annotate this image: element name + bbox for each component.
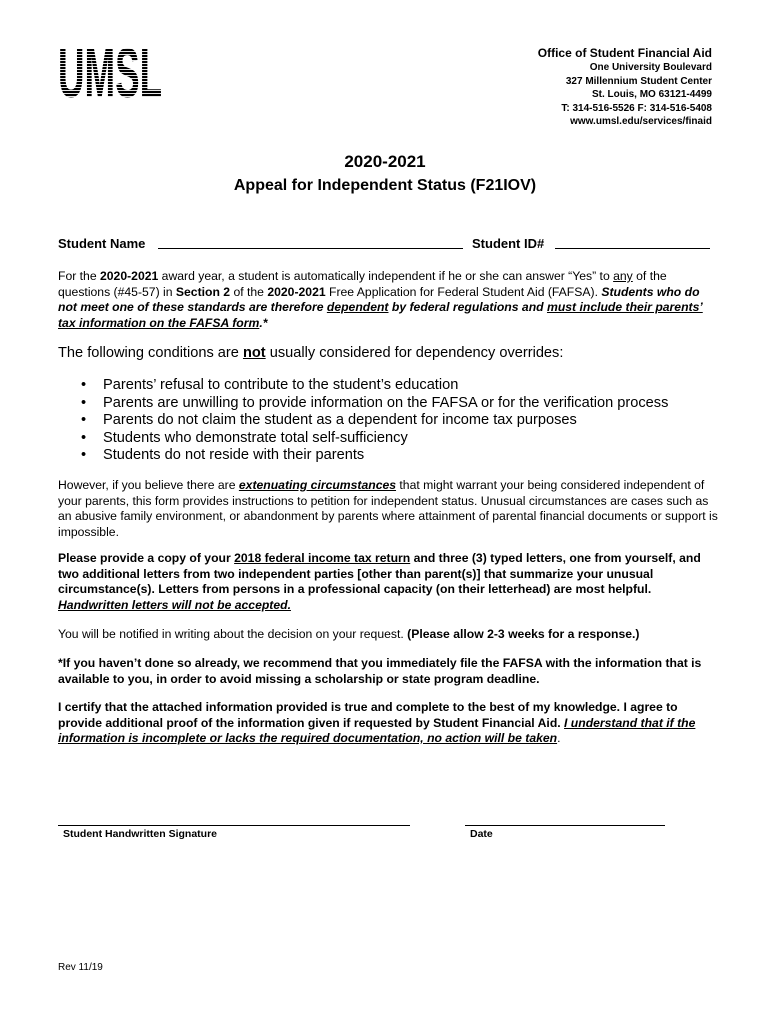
website-line: www.umsl.edu/services/finaid (570, 116, 712, 127)
revision-label: Rev 11/19 (58, 962, 103, 973)
signature-label: Student Handwritten Signature (63, 828, 218, 840)
office-address-block (538, 46, 712, 129)
student-name-label: Student Name (58, 236, 146, 251)
list-item: • Parents’ refusal to contribute to the student’s education (103, 377, 668, 395)
date-label: Date (470, 828, 493, 840)
student-name-line[interactable] (158, 234, 463, 249)
conditions-intro: The following conditions are not usually considered for dependency overrides: (58, 345, 564, 361)
notification-paragraph: You will be notified in writing about the decision on your request. (Please allow 2-3 weeks for a response.) (58, 627, 640, 641)
intro-paragraph: For the 2020-2021 award year, a student is automatically independent if he or she can answer “Yes” to any of the questions (#45-57) in Section 2 of the 2020-2021 Free Application for Federal Student Aid (FAFSA). Students who do not meet one of these standards are therefore dependent by federal regulations and must include their parents’ tax information on the FAFSA form.* (58, 269, 703, 330)
however-paragraph: However, if you believe there are extenuating circumstances that might warrant your being considered independent of your parents, this form provides instructions to petition for independent status. Unusual circumstances are cases such as an abusive family environment, or abandonment by parents where attainment of parental financial documents or support is impossible. (58, 478, 718, 539)
form-title: Appeal for Independent Status (F21IOV) (233, 177, 537, 194)
list-item: • Students do not reside with their parents (103, 447, 668, 465)
list-item: • Parents are unwilling to provide information on the FAFSA or for the verification process (103, 395, 668, 413)
address-line: 327 Millennium Student Center (565, 75, 712, 87)
list-item: • Students who demonstrate total self-sufficiency (103, 430, 668, 448)
student-id-label: Student ID# (472, 236, 545, 251)
address-line: One University Boulevard (589, 62, 712, 73)
date-line[interactable] (465, 825, 665, 826)
address-line: St. Louis, MO 63121-4499 (591, 89, 712, 100)
office-title: Office of Student Financial Aid (537, 46, 712, 60)
student-id-line[interactable] (555, 234, 710, 249)
signature-line[interactable] (58, 825, 410, 826)
conditions-list (58, 377, 668, 465)
documents-paragraph: Please provide a copy of your 2018 federal income tax return and three (3) typed letters, one from yourself, and two additional letters from two independent parties [other than parent(s)] that summarize your unusual circumstance(s). Letters from persons in a professional capacity (on their letterhead) are most helpful. Handwritten letters will not be accepted. (58, 551, 701, 612)
logo-text: UMSL (58, 34, 162, 112)
list-item: • Parents do not claim the student as a dependent for income tax purposes (103, 412, 668, 430)
phone-line: T: 314-516-5526 F: 314-516-5408 (561, 102, 712, 114)
certification-paragraph: I certify that the attached information provided is true and complete to the best of my knowledge. I agree to provide additional proof of the information given if requested by Student Financial Aid. I understand that if the information is incomplete or lacks the required documentation, no action will be taken. (58, 700, 696, 745)
umsl-logo (58, 34, 163, 112)
award-year-heading: 2020-2021 (344, 152, 426, 171)
fafsa-note: *If you haven’t done so already, we recommend that you immediately file the FAFSA with the information that is available to you, in order to avoid missing a scholarship or state program deadline. (58, 656, 702, 686)
